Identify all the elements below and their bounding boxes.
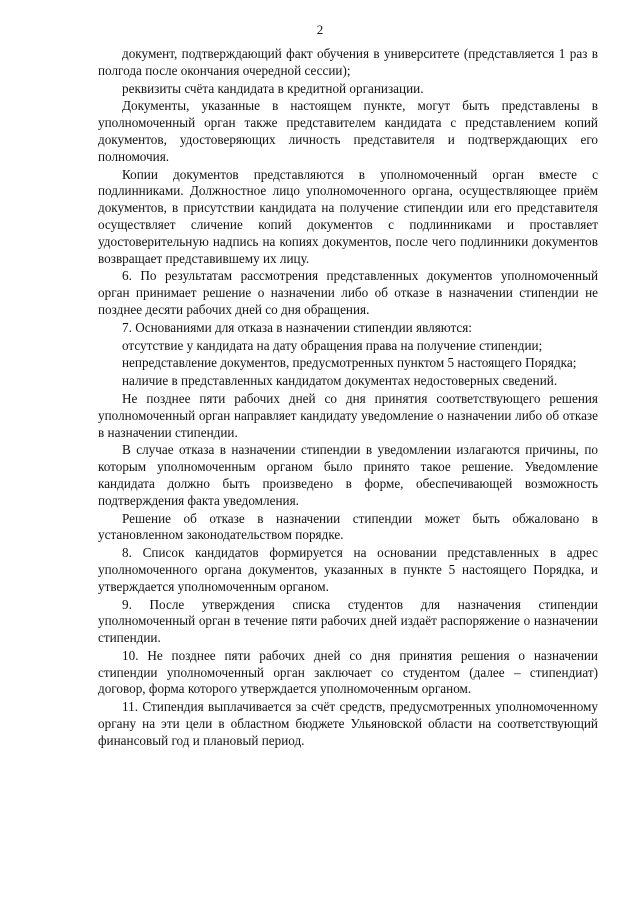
paragraph: В случае отказа в назначении стипендии в уведомлении излагаются причины, по которым уполномоченным органом было принято такое решение. Уведомление кандидата должно быть произведено в форме, обеспечивающей возможность подтверждения факта уведомления. (98, 442, 598, 508)
paragraph: 9. После утверждения списка студентов для назначения стипендии уполномоченный орган в течение пяти рабочих дней издаёт распоряжение о назначении стипендии. (98, 596, 598, 646)
paragraph: отсутствие у кандидата на дату обращения права на получение стипендии; (122, 337, 543, 353)
paragraph: реквизиты счёта кандидата в кредитной организации. (122, 80, 424, 96)
paragraph: 10. Не позднее пяти рабочих дней со дня принятия решения о назначении стипендии уполномоченный орган заключает со студентом (далее – стипендиат) договор, форма которого утверждается уполномоченным органом. (98, 647, 598, 697)
paragraph: Документы, указанные в настоящем пункте, могут быть представлены в уполномоченный орган также представителем кандидата с представлением копий документов, удостоверяющих личность представителя и подтверждающих его полномочия. (98, 98, 598, 164)
paragraph: документ, подтверждающий факт обучения в университете (представляется 1 раз в полгода после окончания очередной сессии); (98, 46, 598, 78)
paragraph: Копии документов представляются в уполномоченный орган вместе с подлинниками. Должностное лицо уполномоченного органа, осуществляющее приём документов, в присутствии кандидата на получение стипендии или его представителя осуществляет сличение копий документов с подлинниками и проставляет удостоверительную надпись на копиях документов, после чего подлинники документов возвращает представившему их лицу. (98, 166, 598, 266)
paragraph: 6. По результатам рассмотрения представленных документов уполномоченный орган принимает решение о назначении либо об отказе в назначении стипендии не позднее десяти рабочих дней со дня обращения. (98, 268, 598, 317)
paragraph: наличие в представленных кандидатом документах недостоверных сведений. (122, 373, 558, 389)
page-number: 2 (316, 22, 324, 37)
paragraph: 8. Список кандидатов формируется на основании представленных в адрес уполномоченного органа документов, указанных в пункте 5 настоящего Порядка, и утверждается уполномоченным органом. (98, 545, 598, 594)
paragraph: Не позднее пяти рабочих дней со дня принятия соответствующего решения уполномоченный орган направляет кандидату уведомление о назначении либо об отказе в назначении стипендии. (98, 390, 598, 440)
paragraph: 7. Основаниями для отказа в назначении стипендии являются: (122, 319, 472, 335)
paragraph: непредставление документов, предусмотренных пунктом 5 настоящего Порядка; (122, 355, 577, 371)
paragraph: Решение об отказе в назначении стипендии может быть обжаловано в установленном законодательством порядке. (98, 510, 598, 543)
paragraph: 11. Стипендия выплачивается за счёт средств, предусмотренных уполномоченному органу на эти цели в областном бюджете Ульяновской области на соответствующий финансовый год и плановый период. (98, 699, 598, 748)
document-body (98, 46, 598, 751)
